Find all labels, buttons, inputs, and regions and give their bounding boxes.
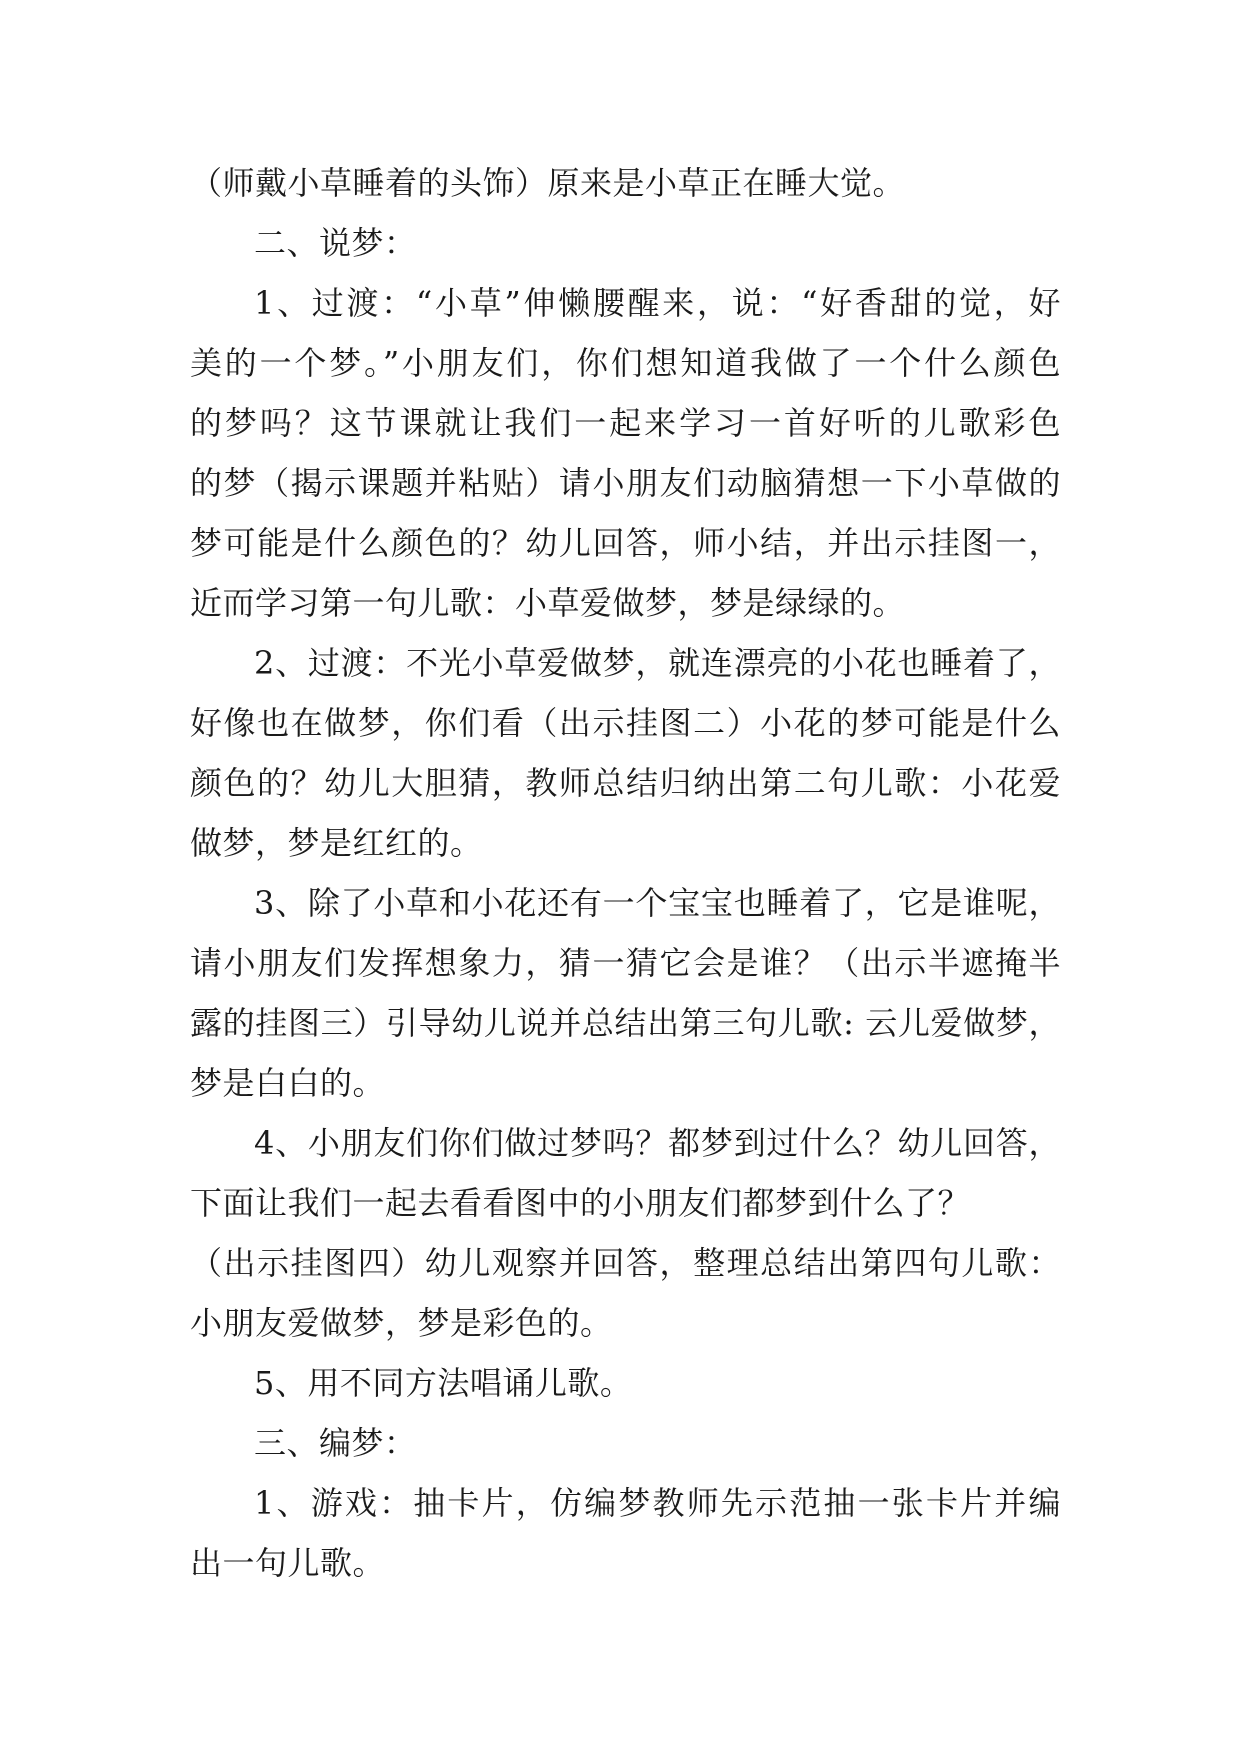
paragraph-line: 的梦（揭示课题并粘贴）请小朋友们动脑猜想一下小草做的 bbox=[190, 464, 1061, 502]
section-heading-2: 二、说梦： bbox=[254, 224, 417, 262]
paragraph-line: （出示挂图四）幼儿观察并回答，整理总结出第四句儿歌： bbox=[190, 1244, 1061, 1282]
paragraph-line: 梦可能是什么颜色的？幼儿回答，师小结，并出示挂图一， bbox=[190, 524, 1061, 562]
paragraph-line: 1、游戏：抽卡片，仿编梦教师先示范抽一张卡片并编 bbox=[254, 1484, 1061, 1522]
paragraph-line: 5、用不同方法唱诵儿歌。 bbox=[254, 1364, 633, 1402]
paragraph-line: 3、除了小草和小花还有一个宝宝也睡着了，它是谁呢， bbox=[254, 884, 1061, 922]
paragraph-line: 2、过渡：不光小草爱做梦，就连漂亮的小花也睡着了， bbox=[254, 644, 1061, 682]
paragraph-line: 好像也在做梦，你们看（出示挂图二）小花的梦可能是什么 bbox=[190, 704, 1061, 742]
paragraph-line: 4、小朋友们你们做过梦吗？都梦到过什么？幼儿回答， bbox=[254, 1124, 1061, 1162]
paragraph-line: 梦是白白的。 bbox=[190, 1064, 386, 1102]
paragraph-line: 美的一个梦。”小朋友们，你们想知道我做了一个什么颜色 bbox=[190, 344, 1061, 382]
paragraph-line: 做梦，梦是红红的。 bbox=[190, 824, 483, 862]
paragraph-line: 出一句儿歌。 bbox=[190, 1544, 386, 1582]
paragraph-line: 小朋友爱做梦，梦是彩色的。 bbox=[190, 1304, 613, 1342]
paragraph-line: 露的挂图三）引导幼儿说并总结出第三句儿歌: 云儿爱做梦， bbox=[190, 1004, 1061, 1042]
paragraph-line: 颜色的？幼儿大胆猜，教师总结归纳出第二句儿歌：小花爱 bbox=[190, 764, 1061, 802]
paragraph-line: 1、过渡：“小草”伸懒腰醒来，说：“好香甜的觉，好 bbox=[254, 284, 1061, 322]
paragraph-line: 请小朋友们发挥想象力，猜一猜它会是谁？（出示半遮掩半 bbox=[190, 944, 1061, 982]
paragraph-line: 近而学习第一句儿歌：小草爱做梦，梦是绿绿的。 bbox=[190, 584, 906, 622]
paragraph-line: 的梦吗？这节课就让我们一起来学习一首好听的儿歌彩色 bbox=[190, 404, 1061, 442]
document-body bbox=[190, 153, 1061, 1593]
paragraph-line: 下面让我们一起去看看图中的小朋友们都梦到什么了？ bbox=[190, 1184, 971, 1222]
section-heading-3: 三、编梦： bbox=[254, 1424, 417, 1462]
paragraph-line: （师戴小草睡着的头饰）原来是小草正在睡大觉。 bbox=[190, 164, 906, 202]
